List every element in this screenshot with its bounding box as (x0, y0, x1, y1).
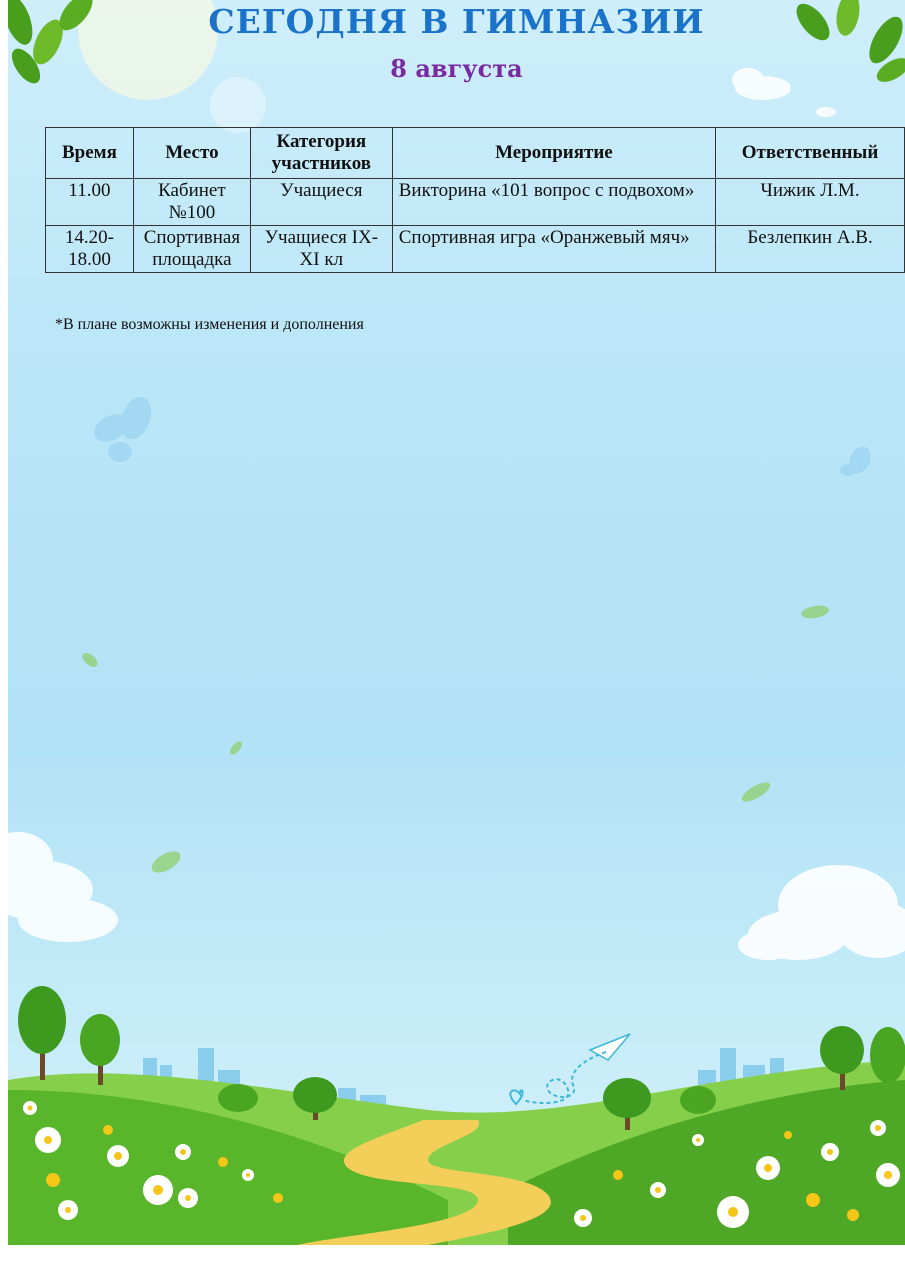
butterfly-icon-small (840, 443, 875, 477)
cell-responsible: Чижик Л.М. (716, 179, 905, 226)
cell-place: Спортивная площадка (133, 226, 250, 273)
table-row (46, 226, 905, 273)
cell-event: Спортивная игра «Оранжевый мяч» (392, 226, 715, 273)
table-row (46, 179, 905, 226)
cell-participants: Учащиеся IX-XI кл (250, 226, 392, 273)
column-header-responsible: Ответственный (716, 128, 905, 179)
cell-responsible: Безлепкин А.В. (716, 226, 905, 273)
schedule-table (45, 127, 905, 273)
column-header-place: Место (133, 128, 250, 179)
cell-time: 14.20-18.00 (46, 226, 134, 273)
floating-leaves (80, 604, 830, 877)
cell-place: Кабинет №100 (133, 179, 250, 226)
column-header-event: Мероприятие (392, 128, 715, 179)
cell-time: 11.00 (46, 179, 134, 226)
date-subtitle: 8 августа (390, 54, 523, 83)
column-header-time: Время (46, 128, 134, 179)
poster-page (8, 0, 905, 1245)
cloud-right (738, 865, 905, 960)
footnote: *В плане возможны изменения и дополнения (55, 316, 364, 333)
butterfly-icon (89, 393, 156, 462)
cloud-left (8, 832, 118, 942)
cell-participants: Учащиеся (250, 179, 392, 226)
cell-event: Викторина «101 вопрос с подвохом» (392, 179, 715, 226)
table-header-row (46, 128, 905, 179)
page-title: СЕГОДНЯ В ГИМНАЗИИ (208, 2, 705, 41)
column-header-participants: Категория участников (250, 128, 392, 179)
